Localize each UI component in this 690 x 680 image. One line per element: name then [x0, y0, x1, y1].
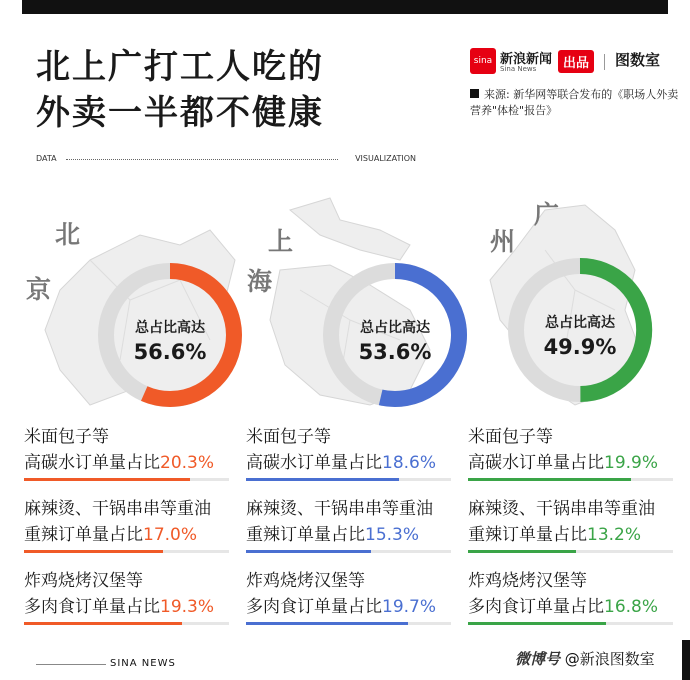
beijing-char-2: 京 — [26, 275, 52, 304]
guangzhou-stat-meat — [468, 568, 658, 620]
shanghai-bar-oil — [246, 550, 451, 553]
bar-fill — [468, 622, 606, 625]
bar-fill — [468, 550, 576, 553]
beijing-stat-carb — [24, 424, 214, 476]
guangzhou-donut-value: 49.9% — [543, 335, 617, 359]
beijing-bar-carb — [24, 478, 229, 481]
brand-block — [470, 48, 675, 78]
weibo-watermark — [515, 648, 655, 669]
guangzhou-stat-carb — [468, 424, 658, 476]
shanghai-stat-oil — [246, 496, 433, 548]
stat-line1: 米面包子等 — [468, 427, 553, 447]
guangzhou-char-1: 广 — [534, 200, 560, 229]
beijing-bar-meat — [24, 622, 229, 625]
stat-prefix: 重辣订单量占比 — [246, 525, 365, 545]
shanghai-stat-meat — [246, 568, 436, 620]
bar-fill — [24, 622, 182, 625]
bar-fill — [246, 550, 371, 553]
brand-divider — [604, 54, 605, 70]
sina-news-sub: Sina News — [500, 65, 537, 73]
guangzhou-bar-oil — [468, 550, 673, 553]
stat-pct: 13.2% — [587, 525, 642, 545]
stat-prefix: 多肉食订单量占比 — [246, 597, 382, 617]
guangzhou-stat-oil — [468, 496, 655, 548]
source-text: 来源: 新华网等联合发布的《职场人外卖营养"体检"报告》 — [470, 88, 679, 117]
stat-prefix: 重辣订单量占比 — [468, 525, 587, 545]
beijing-bar-oil — [24, 550, 229, 553]
bar-fill — [468, 478, 631, 481]
data-visualization-rule — [36, 154, 416, 166]
beijing-donut-value: 56.6% — [133, 340, 207, 364]
footer-rule — [36, 664, 106, 665]
guangzhou-bar-meat — [468, 622, 673, 625]
shanghai-donut-value: 53.6% — [358, 340, 432, 364]
sina-news-name: 新浪新闻 — [500, 52, 553, 67]
stat-line1: 米面包子等 — [246, 427, 331, 447]
bar-fill — [246, 622, 408, 625]
stat-prefix: 高碳水订单量占比 — [24, 453, 160, 473]
guangzhou-char-2: 州 — [490, 227, 516, 256]
bar-fill — [24, 478, 190, 481]
source-note — [470, 87, 680, 119]
shanghai-bar-carb — [246, 478, 451, 481]
stat-pct: 19.9% — [604, 453, 659, 473]
guangzhou-bar-carb — [468, 478, 673, 481]
stat-prefix: 重辣订单量占比 — [24, 525, 143, 545]
tushuoshi-logo: 图数室 — [615, 51, 661, 69]
source-square-icon — [470, 89, 479, 98]
stat-pct: 19.3% — [160, 597, 215, 617]
chupin-badge: 出品 — [558, 50, 594, 73]
stat-line1: 麻辣烫、干锅串串等重油 — [468, 499, 655, 519]
title-line-1: 北上广打工人吃的 — [36, 47, 324, 87]
weibo-handle: @新浪图数室 — [564, 650, 655, 668]
shanghai-char-2: 海 — [247, 267, 273, 296]
page-title — [36, 44, 324, 136]
stat-line1: 米面包子等 — [24, 427, 109, 447]
beijing-stat-oil — [24, 496, 211, 548]
bar-fill — [246, 478, 399, 481]
stat-pct: 15.3% — [365, 525, 420, 545]
beijing-donut-label: 总占比高达 — [135, 320, 205, 336]
stat-line1: 炸鸡烧烤汉堡等 — [468, 571, 587, 591]
sina-logo-icon: sina — [470, 48, 496, 74]
top-frame-bar — [0, 0, 690, 14]
weibo-mark: 微博号 — [515, 650, 561, 668]
footer-sina-news: SINA NEWS — [110, 658, 176, 669]
beijing-char-1: 北 — [55, 220, 81, 249]
stat-pct: 19.7% — [382, 597, 437, 617]
shanghai-donut-label: 总占比高达 — [360, 320, 430, 336]
guangzhou-donut-label: 总占比高达 — [545, 315, 615, 331]
stat-line1: 炸鸡烧烤汉堡等 — [246, 571, 365, 591]
visualization-label: VISUALIZATION — [355, 154, 416, 163]
stat-prefix: 高碳水订单量占比 — [246, 453, 382, 473]
stat-pct: 18.6% — [382, 453, 437, 473]
data-label: DATA — [36, 154, 57, 163]
stat-line1: 麻辣烫、干锅串串等重油 — [246, 499, 433, 519]
beijing-stat-meat — [24, 568, 214, 620]
bar-fill — [24, 550, 163, 553]
stat-prefix: 高碳水订单量占比 — [468, 453, 604, 473]
title-line-2: 外卖一半都不健康 — [36, 93, 324, 133]
stat-line1: 麻辣烫、干锅串串等重油 — [24, 499, 211, 519]
stat-line1: 炸鸡烧烤汉堡等 — [24, 571, 143, 591]
shanghai-bar-meat — [246, 622, 451, 625]
shanghai-stat-carb — [246, 424, 436, 476]
stat-prefix: 多肉食订单量占比 — [468, 597, 604, 617]
bottom-frame-bar — [682, 640, 690, 680]
stat-pct: 20.3% — [160, 453, 215, 473]
dotted-rule — [66, 159, 338, 160]
shanghai-char-1: 上 — [268, 227, 294, 256]
stat-prefix: 多肉食订单量占比 — [24, 597, 160, 617]
stat-pct: 17.0% — [143, 525, 198, 545]
stat-pct: 16.8% — [604, 597, 659, 617]
